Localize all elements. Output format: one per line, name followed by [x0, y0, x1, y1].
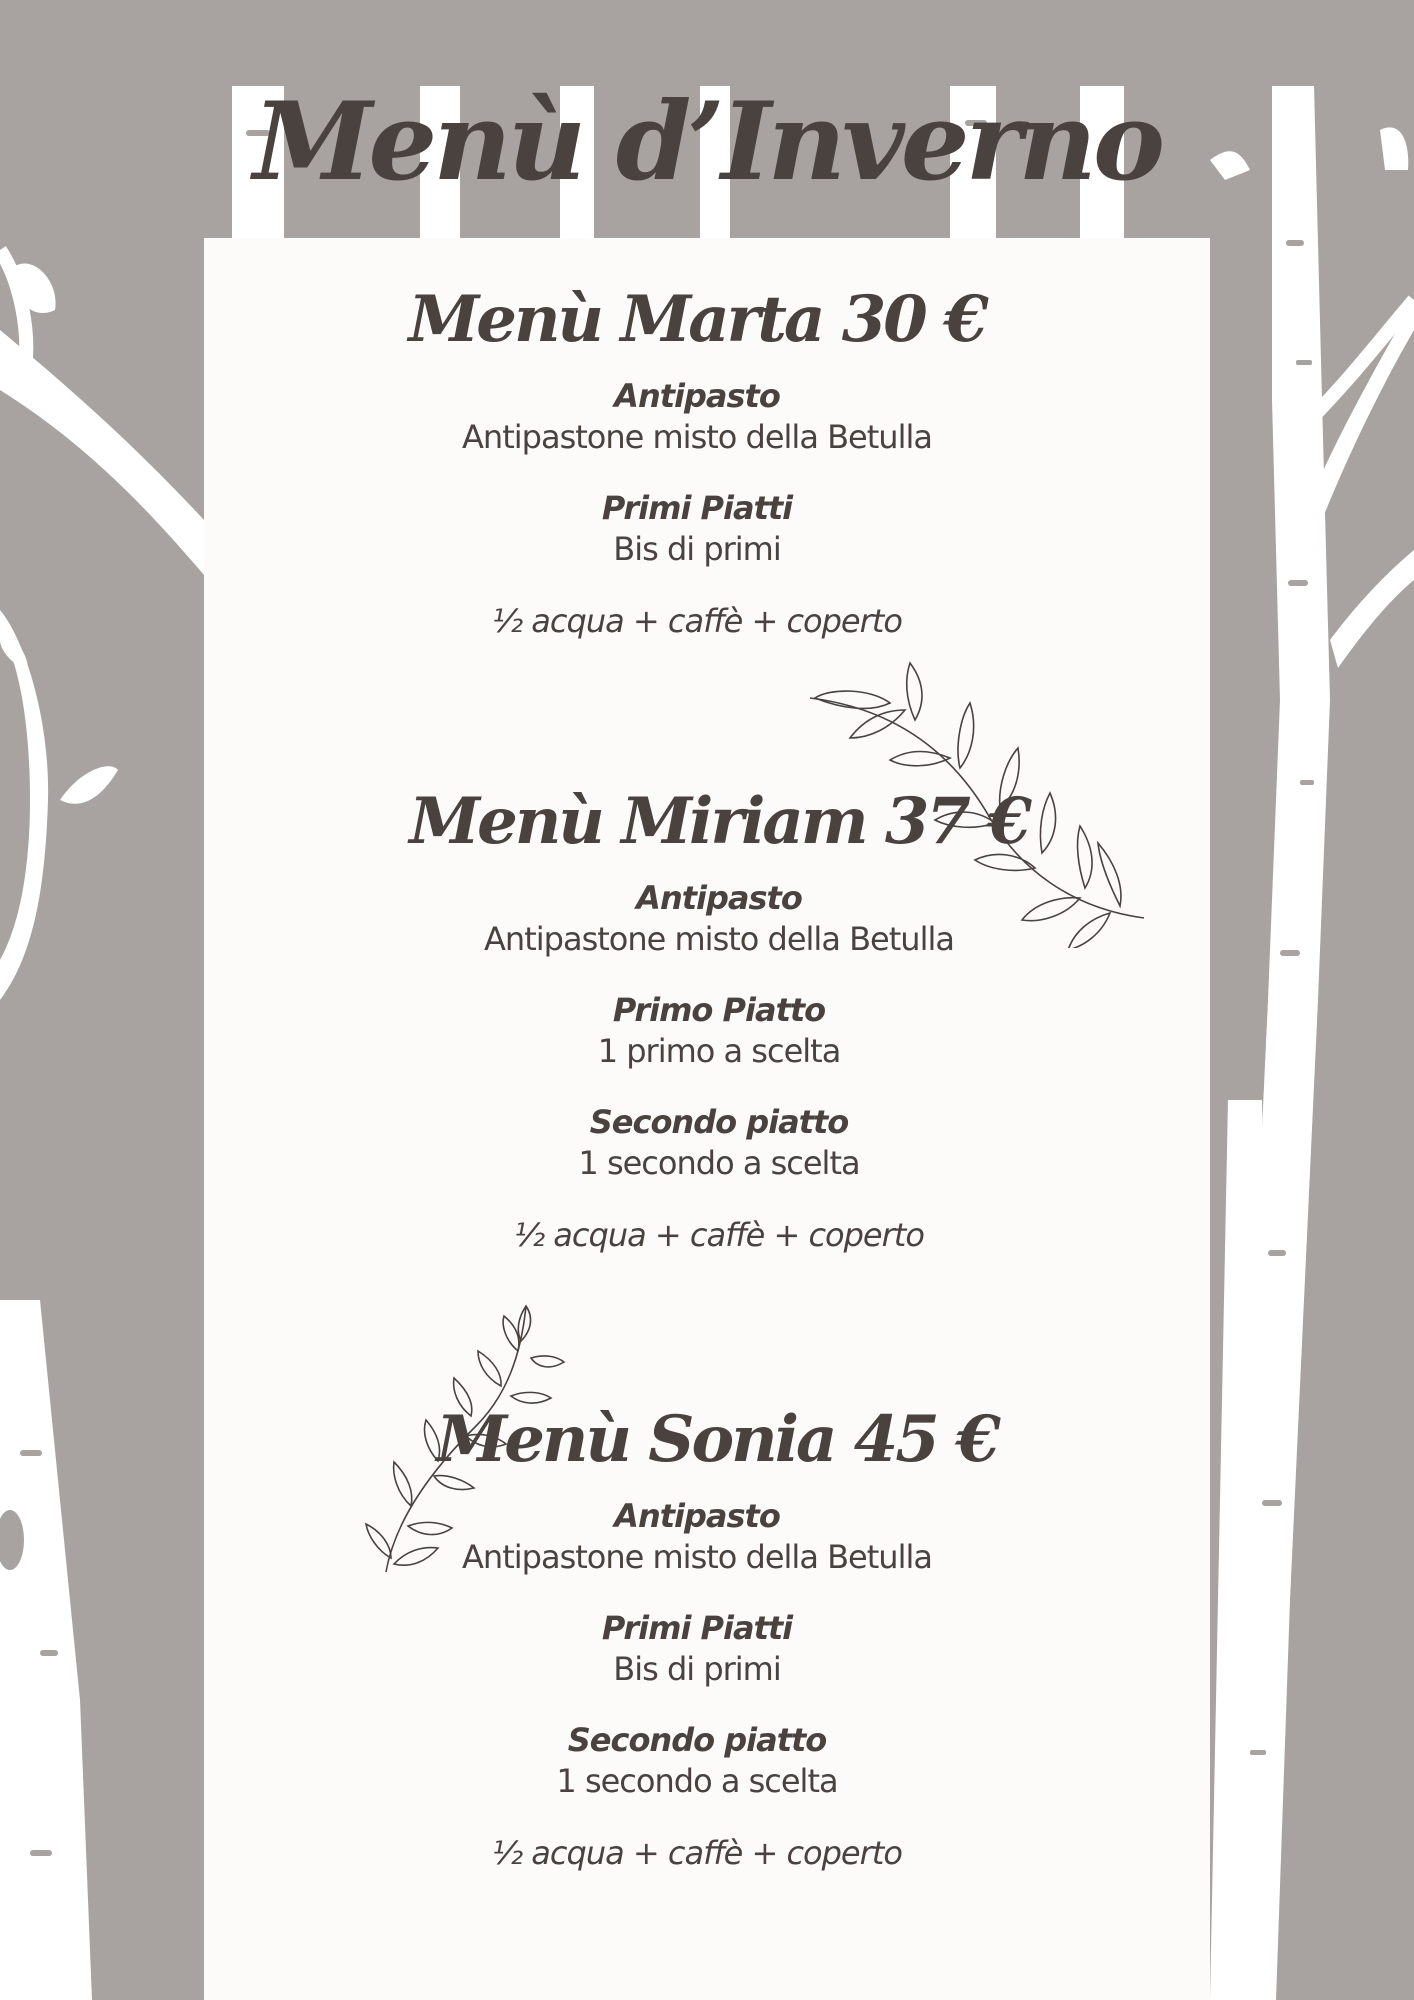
course-name: Primi Piatti [601, 489, 793, 527]
course-name: Antipasto [614, 377, 780, 415]
course-desc: Antipastone misto della Betulla [462, 418, 932, 456]
course-name: Antipasto [636, 879, 802, 917]
menu-miriam [216, 784, 1222, 1256]
course-desc: 1 secondo a scelta [556, 1762, 838, 1800]
menu-title: Menù Miriam 37 € [409, 784, 1029, 859]
menu-extras: ½ acqua + caffè + coperto [492, 602, 902, 640]
course-name: Antipasto [614, 1497, 780, 1535]
menu-sonia [194, 1402, 1200, 1874]
menu-extras: ½ acqua + caffè + coperto [492, 1834, 902, 1872]
course [194, 1496, 1200, 1578]
menu-card [204, 238, 1210, 2000]
course [216, 990, 1222, 1072]
course-desc: 1 primo a scelta [597, 1032, 841, 1070]
menu-title: Menù Sonia 45 € [436, 1402, 998, 1477]
course-desc: 1 secondo a scelta [578, 1144, 860, 1182]
page-title: Menù d’Inverno [253, 79, 1161, 205]
course-name: Secondo piatto [589, 1103, 849, 1141]
course-desc: Antipastone misto della Betulla [462, 1538, 932, 1576]
course-desc: Bis di primi [613, 1650, 781, 1688]
course-desc: Bis di primi [613, 530, 781, 568]
course [216, 1102, 1222, 1184]
course-name: Secondo piatto [567, 1721, 827, 1759]
menu-extras: ½ acqua + caffè + coperto [514, 1216, 924, 1254]
course [194, 1608, 1200, 1690]
course [194, 488, 1200, 570]
course-desc: Antipastone misto della Betulla [484, 920, 954, 958]
course [194, 376, 1200, 458]
course-name: Primo Piatto [612, 991, 826, 1029]
menu-title: Menù Marta 30 € [408, 282, 986, 357]
course [216, 878, 1222, 960]
course [194, 1720, 1200, 1802]
course-name: Primi Piatti [601, 1609, 793, 1647]
menu-marta [194, 282, 1200, 642]
